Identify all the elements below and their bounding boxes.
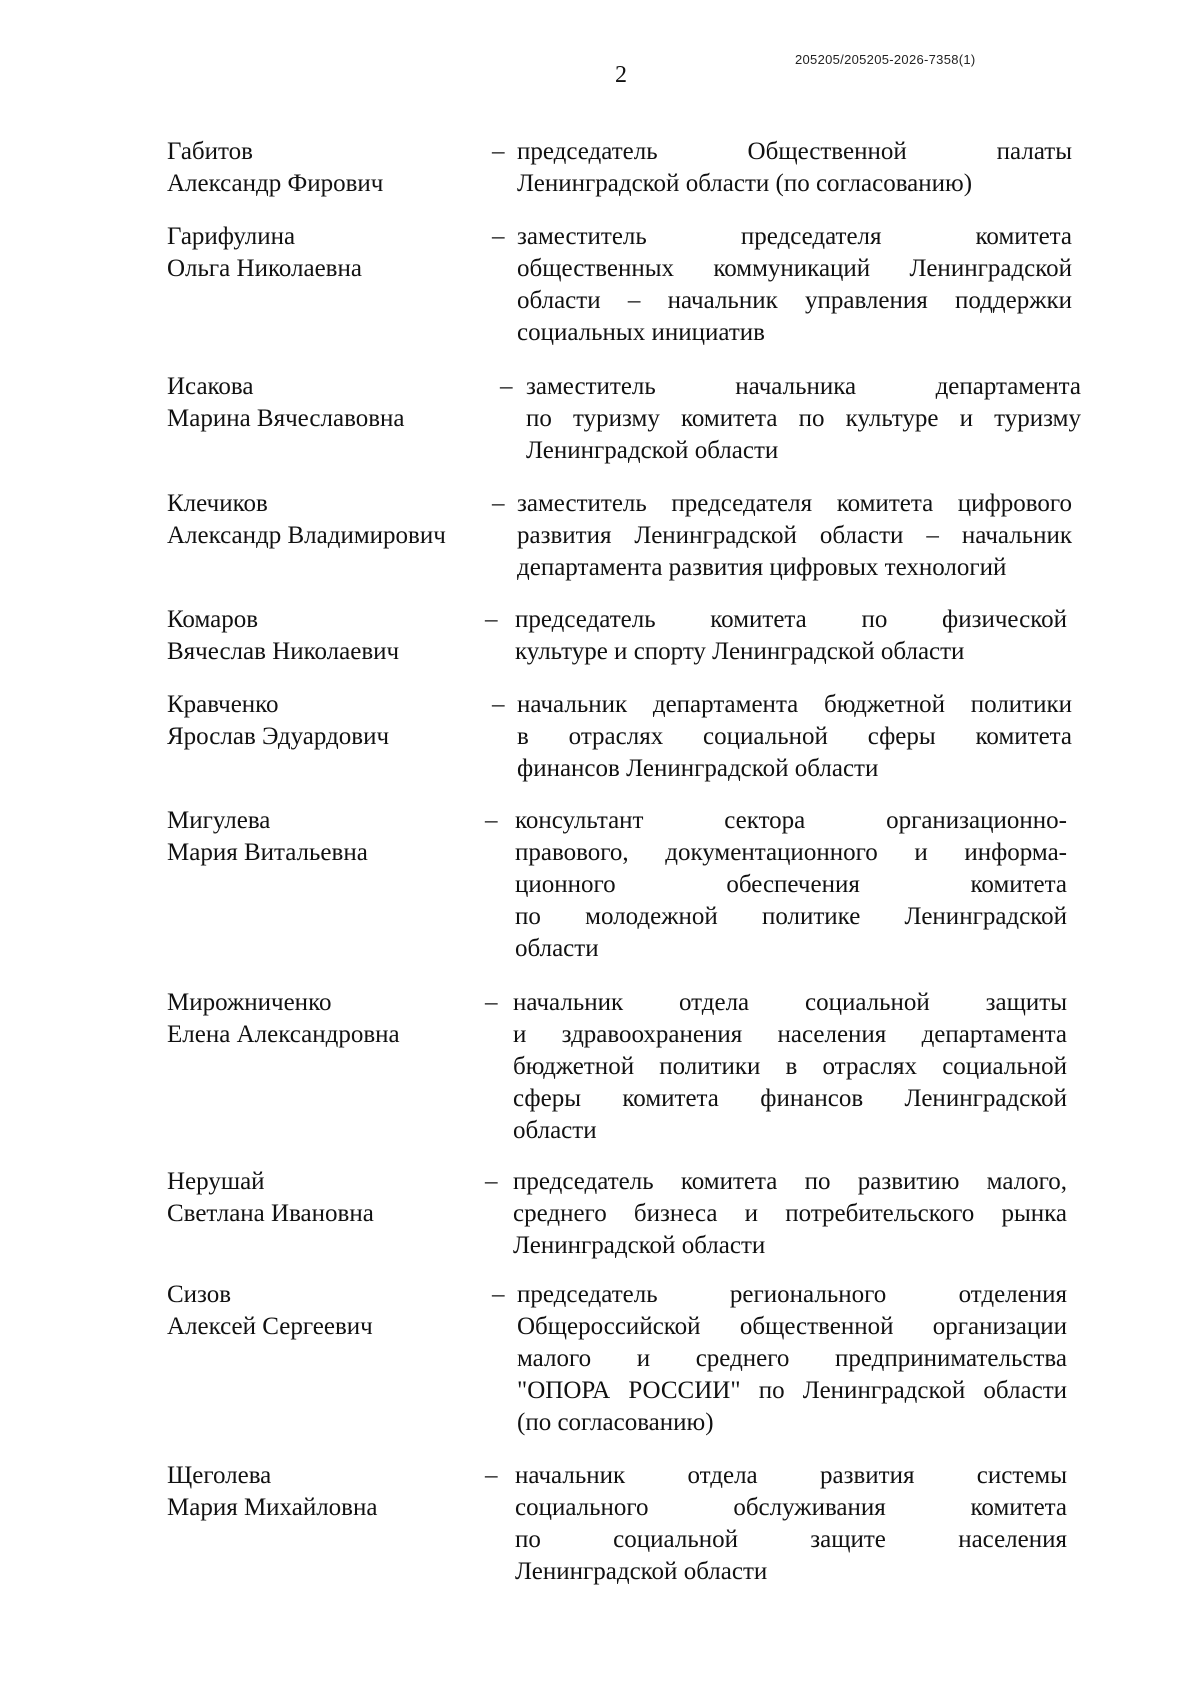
position-line: председатель комитета по физической bbox=[515, 606, 1067, 633]
member-name bbox=[167, 488, 487, 552]
position-line: по социальной защите населения bbox=[515, 1526, 1067, 1553]
position-line: начальник отдела развития системы bbox=[515, 1462, 1067, 1489]
position-line: Ленинградской области bbox=[513, 1232, 766, 1259]
position-line: департамента развития цифровых технологий bbox=[517, 554, 1007, 581]
position-line: общественных коммуникаций Ленинградской bbox=[517, 255, 1072, 282]
member-surname: Габитов bbox=[167, 138, 253, 165]
member-given-names: Вячеслав Николаевич bbox=[167, 638, 400, 665]
member-surname: Гарифулина bbox=[167, 223, 296, 250]
member-name bbox=[167, 1460, 487, 1524]
member-given-names: Елена Александровна bbox=[167, 1021, 400, 1048]
position-line: области – начальник управления поддержки bbox=[517, 287, 1072, 314]
member-position bbox=[526, 371, 1081, 467]
member-name bbox=[167, 987, 487, 1051]
member-surname: Нерушай bbox=[167, 1168, 265, 1195]
position-line: начальник отдела социальной защиты bbox=[513, 989, 1067, 1016]
member-given-names: Александр Фирович bbox=[167, 170, 384, 197]
position-line: области bbox=[515, 935, 599, 962]
member-surname: Клечиков bbox=[167, 490, 268, 517]
member-given-names: Александр Владимирович bbox=[167, 522, 446, 549]
member-surname: Мирожниченко bbox=[167, 989, 332, 1016]
position-line: в отраслях социальной сферы комитета bbox=[517, 723, 1072, 750]
entry-dash: – bbox=[485, 807, 498, 834]
position-line: заместитель председателя комитета цифрового bbox=[517, 490, 1072, 517]
member-given-names: Ольга Николаевна bbox=[167, 255, 362, 282]
position-line: Ленинградской области (по согласованию) bbox=[517, 170, 973, 197]
position-line: заместитель председателя комитета bbox=[517, 223, 1072, 250]
member-given-names: Алексей Сергеевич bbox=[167, 1313, 373, 1340]
position-line: малого и среднего предпринимательства bbox=[517, 1345, 1067, 1372]
position-line: "ОПОРА РОССИИ" по Ленинградской области bbox=[517, 1377, 1067, 1404]
member-position bbox=[517, 136, 1072, 200]
position-line: Общероссийской общественной организации bbox=[517, 1313, 1067, 1340]
member-name bbox=[167, 689, 487, 753]
member-name bbox=[167, 221, 487, 285]
position-line: среднего бизнеса и потребительского рынка bbox=[513, 1200, 1067, 1227]
position-line: по туризму комитета по культуре и туризму bbox=[526, 405, 1081, 432]
position-line: области bbox=[513, 1117, 597, 1144]
position-line: заместитель начальника департамента bbox=[526, 373, 1081, 400]
entry-dash: – bbox=[492, 1281, 505, 1308]
member-name bbox=[167, 1166, 487, 1230]
member-name bbox=[167, 136, 487, 200]
entry-dash: – bbox=[485, 1462, 498, 1489]
member-position bbox=[513, 1166, 1067, 1262]
position-line: социальных инициатив bbox=[517, 319, 765, 346]
position-line: по молодежной политике Ленинградской bbox=[515, 903, 1067, 930]
member-name bbox=[167, 1279, 487, 1343]
entry-dash: – bbox=[492, 223, 505, 250]
member-surname: Исакова bbox=[167, 373, 254, 400]
member-surname: Мигулева bbox=[167, 807, 271, 834]
position-line: бюджетной политики в отраслях социальной bbox=[513, 1053, 1067, 1080]
entry-dash: – bbox=[492, 691, 505, 718]
member-position bbox=[515, 1460, 1067, 1588]
member-position bbox=[517, 1279, 1067, 1439]
position-line: председатель комитета по развитию малого, bbox=[513, 1168, 1067, 1195]
member-surname: Кравченко bbox=[167, 691, 279, 718]
member-position bbox=[515, 604, 1067, 668]
position-line: культуре и спорту Ленинградской области bbox=[515, 638, 965, 665]
position-line: и здравоохранения населения департамента bbox=[513, 1021, 1067, 1048]
member-given-names: Марина Вячеславовна bbox=[167, 405, 405, 432]
member-given-names: Ярослав Эдуардович bbox=[167, 723, 390, 750]
member-surname: Комаров bbox=[167, 606, 259, 633]
position-line: Ленинградской области bbox=[526, 437, 779, 464]
member-position bbox=[513, 987, 1067, 1147]
position-line: Ленинградской области bbox=[515, 1558, 768, 1585]
member-surname: Щеголева bbox=[167, 1462, 272, 1489]
position-line: (по согласованию) bbox=[517, 1409, 714, 1436]
position-line: председатель регионального отделения bbox=[517, 1281, 1067, 1308]
entry-dash: – bbox=[492, 138, 505, 165]
member-name bbox=[167, 604, 487, 668]
member-name bbox=[167, 805, 487, 869]
position-line: правового, документационного и информа- bbox=[515, 839, 1067, 866]
entry-dash: – bbox=[500, 373, 513, 400]
member-given-names: Мария Михайловна bbox=[167, 1494, 378, 1521]
page-number: 2 bbox=[615, 62, 627, 88]
position-line: консультант сектора организационно- bbox=[515, 807, 1067, 834]
position-line: финансов Ленинградской области bbox=[517, 755, 879, 782]
position-line: социального обслуживания комитета bbox=[515, 1494, 1067, 1521]
position-line: начальник департамента бюджетной политики bbox=[517, 691, 1072, 718]
member-position bbox=[517, 689, 1072, 785]
document-registration-number: 205205/205205-2026-7358(1) bbox=[795, 52, 976, 67]
member-position bbox=[517, 221, 1072, 349]
entry-dash: – bbox=[492, 490, 505, 517]
position-line: развития Ленинградской области – начальник bbox=[517, 522, 1072, 549]
entry-dash: – bbox=[485, 989, 498, 1016]
member-given-names: Мария Витальевна bbox=[167, 839, 368, 866]
member-position bbox=[515, 805, 1067, 965]
member-surname: Сизов bbox=[167, 1281, 232, 1308]
position-line: ционного обеспечения комитета bbox=[515, 871, 1067, 898]
member-position bbox=[517, 488, 1072, 584]
member-name bbox=[167, 371, 487, 435]
member-given-names: Светлана Ивановна bbox=[167, 1200, 374, 1227]
entry-dash: – bbox=[485, 1168, 498, 1195]
position-line: сферы комитета финансов Ленинградской bbox=[513, 1085, 1067, 1112]
position-line: председатель Общественной палаты bbox=[517, 138, 1072, 165]
entry-dash: – bbox=[485, 606, 498, 633]
